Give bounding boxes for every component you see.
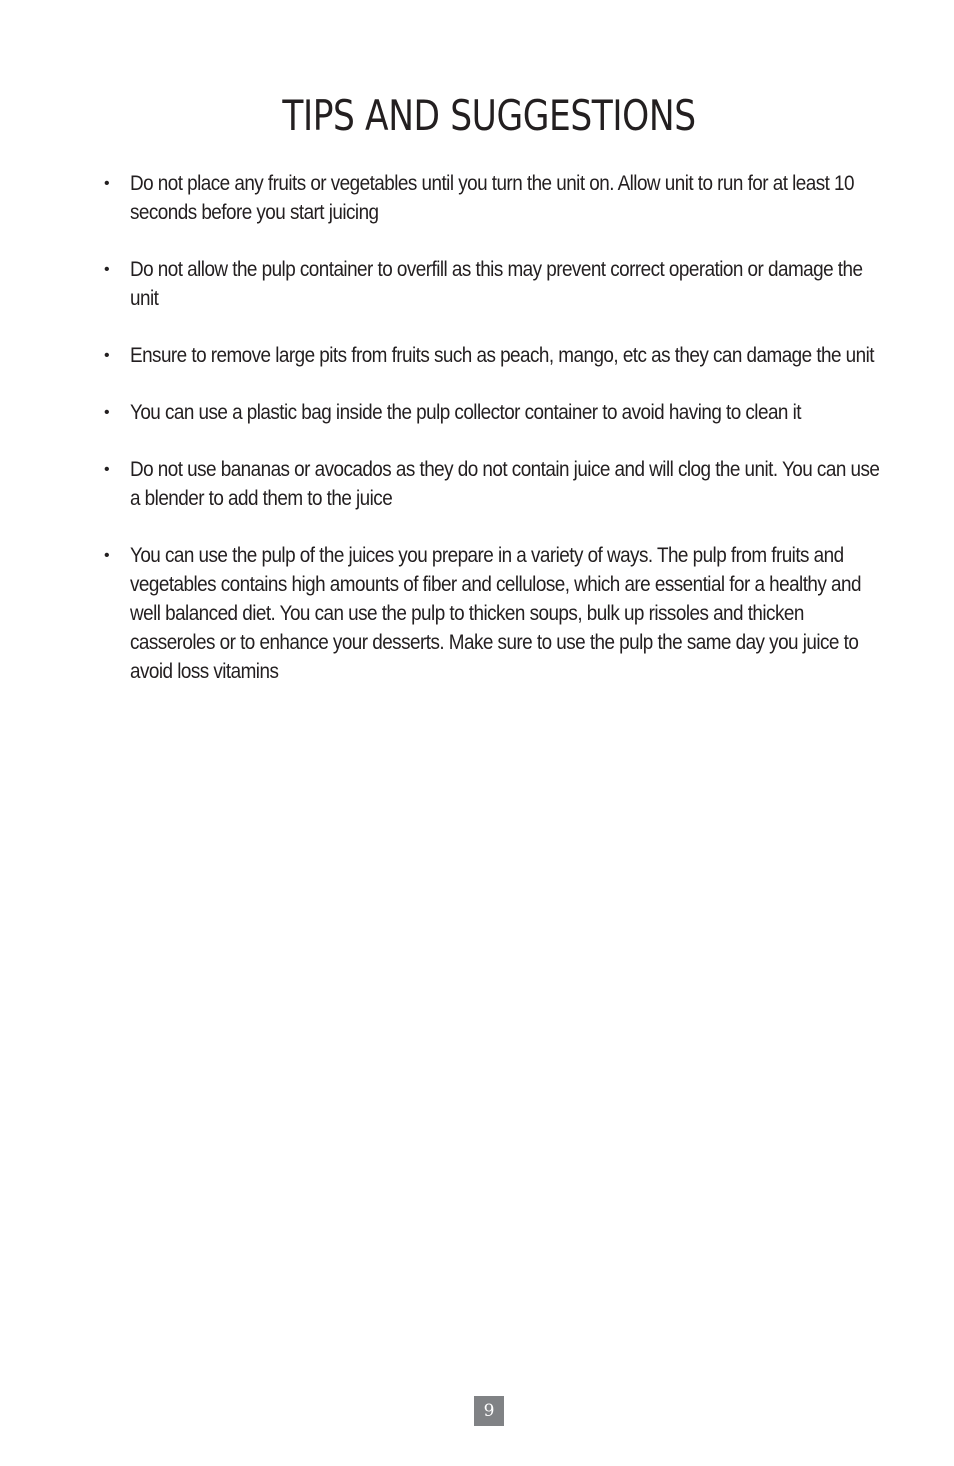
bullet-icon: • [104,461,110,478]
tip-text: Do not allow the pulp container to overfill as this may prevent correct operation or damage the unit [130,258,863,310]
page-title: TIPS AND SUGGESTIONS [282,91,696,140]
tip-text: Do not use bananas or avocados as they do not contain juice and will clog the unit. You can use a blender to add them to the juice [130,458,880,510]
bullet-icon: • [104,404,110,421]
tips-list [104,169,894,714]
bullet-icon: • [104,175,110,192]
bullet-icon: • [104,347,110,364]
list-item [104,398,894,427]
tip-text: Ensure to remove large pits from fruits such as peach, mango, etc as they can damage the unit [130,344,875,367]
tip-text: You can use a plastic bag inside the pulp collector container to avoid having to clean it [130,401,801,424]
tip-text: You can use the pulp of the juices you prepare in a variety of ways. The pulp from fruits and vegetables contains high amounts of fiber and cellulose, which are essential for a healthy and well balanced diet. You can use the pulp to thicken soups, bulk up rissoles and thicken casseroles or to enhance your desserts. Make sure to use the pulp the same day you juice to avoid loss vitamins [130,544,861,683]
list-item [104,455,894,513]
list-item [104,341,894,370]
bullet-icon: • [104,261,110,278]
list-item [104,169,894,227]
bullet-icon: • [104,547,110,564]
list-item [104,255,894,313]
list-item [104,541,894,686]
tip-text: Do not place any fruits or vegetables until you turn the unit on. Allow unit to run for at least 10 seconds before you start juicing [130,172,855,224]
page-number: 9 [474,1396,504,1426]
